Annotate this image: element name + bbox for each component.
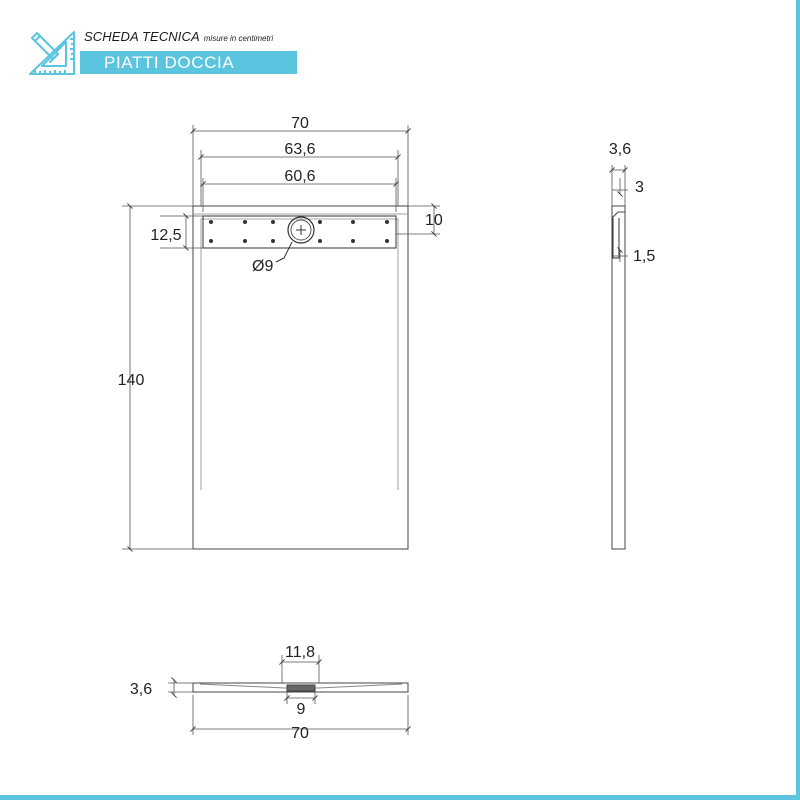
header-subtitle: misure in centimetri: [203, 34, 274, 43]
front-dimensions: [130, 644, 408, 742]
plan-width-mid: 63,6: [284, 141, 316, 158]
drain-center-mark: [296, 225, 306, 235]
side-channel-depth: 1,5: [633, 248, 656, 265]
plan-width-inner: 60,6: [284, 168, 316, 185]
header-banner: PIATTI DOCCIA: [80, 51, 297, 74]
side-thickness: 3,6: [608, 141, 632, 158]
front-height: 3,6: [129, 681, 153, 698]
side-rim: [612, 206, 625, 218]
front-view: [193, 683, 408, 692]
side-channel: [613, 218, 619, 258]
plan-drain-band: 12,5: [150, 227, 182, 244]
plan-length: 140: [117, 372, 145, 389]
diameter-leader: [276, 242, 292, 262]
plan-width-outer: 70: [291, 115, 309, 132]
front-drain: [287, 685, 315, 691]
front-drain-opening: 9: [296, 701, 306, 718]
tray-slope-edge: [201, 219, 398, 490]
side-dimensions: [609, 141, 655, 265]
tray-outline: [193, 206, 408, 549]
plan-view: [193, 206, 408, 549]
front-width: 70: [291, 725, 309, 742]
plan-drain-diameter: Ø9: [252, 258, 274, 275]
header-title: SCHEDA TECNICA: [84, 29, 200, 44]
plan-dimensions: [118, 115, 443, 549]
side-view: [612, 206, 625, 549]
side-rim-height: 3: [635, 179, 644, 196]
front-drain-width: 11,8: [285, 644, 315, 661]
plan-drain-offset: 10: [425, 212, 443, 229]
